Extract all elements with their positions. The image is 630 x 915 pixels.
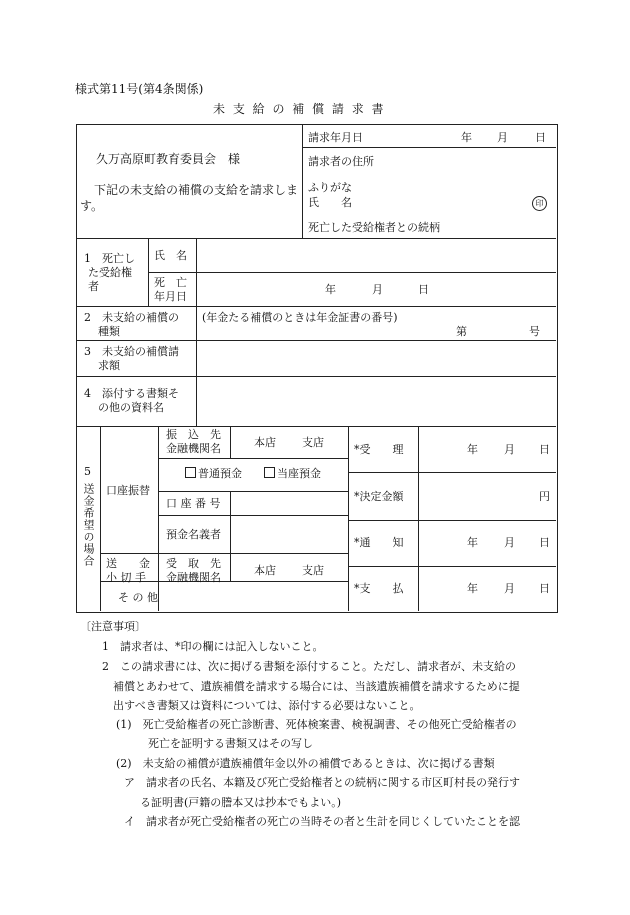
sec1-mid-line bbox=[148, 272, 556, 273]
sec1-death-label-line2: 年月日 bbox=[154, 290, 187, 303]
note-2-line1: 2 この請求書には、次に掲げる書類を添付すること。ただし、請求者が、未支給の bbox=[102, 660, 516, 673]
shiharai-year: 年 bbox=[467, 582, 478, 595]
bank-label-col-line-1 bbox=[230, 426, 231, 458]
note-2-1-line2: 死亡を証明する書類又はその写し bbox=[148, 737, 313, 750]
kettei-yen: 円 bbox=[539, 490, 550, 503]
bank-label-col-line-2 bbox=[230, 491, 231, 515]
koza-furikae-label: 口座振替 bbox=[106, 484, 150, 497]
office-value-col-line bbox=[418, 426, 419, 611]
name-label: 氏 名 bbox=[308, 196, 352, 209]
sec2-label-line2: 種類 bbox=[98, 325, 120, 338]
death-date-month: 月 bbox=[372, 283, 383, 296]
tsuchi-month: 月 bbox=[504, 536, 515, 549]
relation-label: 死亡した受給権者との続柄 bbox=[308, 221, 440, 234]
sec5-label-col-line bbox=[158, 426, 159, 611]
juri-year: 年 bbox=[467, 443, 478, 456]
furikomi-shiten: 支店 bbox=[302, 436, 324, 449]
document-title: 未 支 給 の 補 償 請 求 書 bbox=[213, 102, 386, 116]
furikomi-label-line2: 金融機関名 bbox=[166, 442, 221, 455]
request-date-year: 年 bbox=[461, 131, 472, 144]
office-row-line-3 bbox=[348, 566, 556, 567]
meigi-label: 預金名義者 bbox=[166, 528, 221, 541]
death-date-day: 日 bbox=[418, 283, 429, 296]
sec1-label-line3: 者 bbox=[88, 280, 99, 293]
note-2-2-i-line1: イ 請求者が死亡受給権者の死亡の当時その者と生計を同じくしていたことを認 bbox=[124, 815, 520, 828]
sec3-label-line1: 3 未支給の補償請 bbox=[84, 345, 179, 358]
juri-month: 月 bbox=[504, 443, 515, 456]
futsu-label: 普通預金 bbox=[198, 467, 242, 480]
sec2-go: 号 bbox=[529, 325, 540, 338]
row-line-sec1-bottom bbox=[76, 306, 556, 307]
sec5-num-col-line bbox=[100, 426, 101, 611]
bank-row-line-1 bbox=[158, 458, 348, 459]
note-2-2-a-line1: ア 請求者の氏名、本籍及び死亡受給権者との続柄に関する市区町村長の発行す bbox=[124, 776, 520, 789]
sokin-label-line2: 小 切 手 bbox=[106, 571, 146, 584]
sec1-label-line2: た受給権 bbox=[88, 266, 132, 279]
sec1-death-label-line1: 死 亡 bbox=[154, 276, 187, 289]
sec2-dai: 第 bbox=[456, 325, 467, 338]
shiharai-label: *支 払 bbox=[354, 582, 404, 595]
tsuchi-label: *通 知 bbox=[354, 536, 404, 549]
bank-row-line-4 bbox=[100, 553, 348, 554]
row-line-sec2-bottom bbox=[76, 340, 556, 341]
label-col-line bbox=[196, 238, 197, 426]
sec1-label-line1: 1 死亡し bbox=[84, 252, 135, 265]
bank-label-col-line-3 bbox=[230, 515, 231, 553]
sec5-number: 5 bbox=[84, 465, 91, 478]
bank-row-line-3 bbox=[158, 515, 348, 516]
uketori-honten: 本店 bbox=[254, 564, 276, 577]
death-date-year: 年 bbox=[325, 283, 336, 296]
request-text-line1: 下記の未支給の補償の支給を請求しま bbox=[94, 183, 299, 197]
sec2-pension-note: (年金たる補償のときは年金証書の番号) bbox=[202, 311, 398, 324]
shiharai-month: 月 bbox=[504, 582, 515, 595]
sec1-name-label: 氏 名 bbox=[154, 249, 187, 262]
note-2-2-a-line2: る証明書(戸籍の謄本又は抄本でもよい。) bbox=[140, 796, 342, 809]
office-row-line-1 bbox=[348, 472, 556, 473]
uketori-shiten: 支店 bbox=[302, 564, 324, 577]
date-row-line bbox=[302, 147, 556, 148]
note-2-1-line1: (1) 死亡受給権者の死亡診断書、死体検案書、検視調書、その他死亡受給権者の bbox=[116, 718, 517, 731]
office-col-line bbox=[348, 426, 349, 611]
address-label: 請求者の住所 bbox=[308, 155, 374, 168]
note-2-2-line1: (2) 未支給の補償が遺族補償年金以外の補償であるときは、次に掲げる書類 bbox=[116, 757, 495, 770]
sokin-label-line1: 送 金 bbox=[106, 557, 150, 570]
notes-header: 〔注意事項〕 bbox=[80, 620, 146, 633]
sec2-label-line1: 2 未支給の補償の bbox=[84, 311, 179, 324]
uketori-label-line1: 受 取 先 bbox=[166, 557, 221, 570]
row-line-sec4-bottom bbox=[76, 426, 556, 427]
request-date-label: 請求年月日 bbox=[308, 131, 363, 144]
request-date-month: 月 bbox=[497, 131, 508, 144]
juri-label: *受 理 bbox=[354, 443, 404, 456]
futsu-yokin-option bbox=[185, 467, 242, 481]
furigana-label: ふりがな bbox=[308, 181, 352, 194]
toza-checkbox[interactable] bbox=[264, 467, 275, 478]
note-2-line2: 補償とあわせて、遺族補償を請求する場合には、当該遺族補償を請求するために提 bbox=[113, 680, 520, 693]
note-2-line3: 出すべき書類又は資料については、添付する必要はないこと。 bbox=[113, 699, 421, 712]
form-number: 様式第11号(第4条関係) bbox=[75, 82, 204, 96]
row-line-sec3-bottom bbox=[76, 376, 556, 377]
office-row-line-2 bbox=[348, 520, 556, 521]
bank-label-col-line-4 bbox=[230, 553, 231, 581]
kettei-label: *決定金額 bbox=[354, 490, 404, 503]
bank-row-line-2 bbox=[158, 491, 348, 492]
sec4-label-line2: の他の資料名 bbox=[98, 401, 164, 414]
toza-label: 当座預金 bbox=[277, 467, 321, 480]
juri-day: 日 bbox=[539, 443, 550, 456]
request-text-line2: す。 bbox=[80, 199, 104, 213]
tsuchi-year: 年 bbox=[467, 536, 478, 549]
addressee: 久万高原町教育委員会 様 bbox=[96, 152, 241, 166]
sec5-vertical-label: 送金希望の場合 bbox=[82, 483, 95, 567]
sec3-label-line2: 求額 bbox=[98, 359, 120, 372]
shiharai-day: 日 bbox=[539, 582, 550, 595]
koza-bango-label: 口 座 番 号 bbox=[166, 497, 221, 510]
toza-yokin-option bbox=[264, 467, 321, 481]
header-divider bbox=[302, 124, 303, 238]
sonota-label: そ の 他 bbox=[118, 591, 158, 604]
request-date-day: 日 bbox=[535, 131, 546, 144]
seal-stamp: 印 bbox=[532, 196, 547, 211]
note-1: 1 請求者は、*印の欄には記入しないこと。 bbox=[102, 640, 324, 653]
furikomi-honten: 本店 bbox=[254, 436, 276, 449]
uketori-label-line2: 金融機関名 bbox=[166, 571, 221, 584]
sec4-label-line1: 4 添付する書類そ bbox=[84, 387, 179, 400]
tsuchi-day: 日 bbox=[539, 536, 550, 549]
futsu-checkbox[interactable] bbox=[185, 467, 196, 478]
furikomi-label-line1: 振 込 先 bbox=[166, 428, 221, 441]
